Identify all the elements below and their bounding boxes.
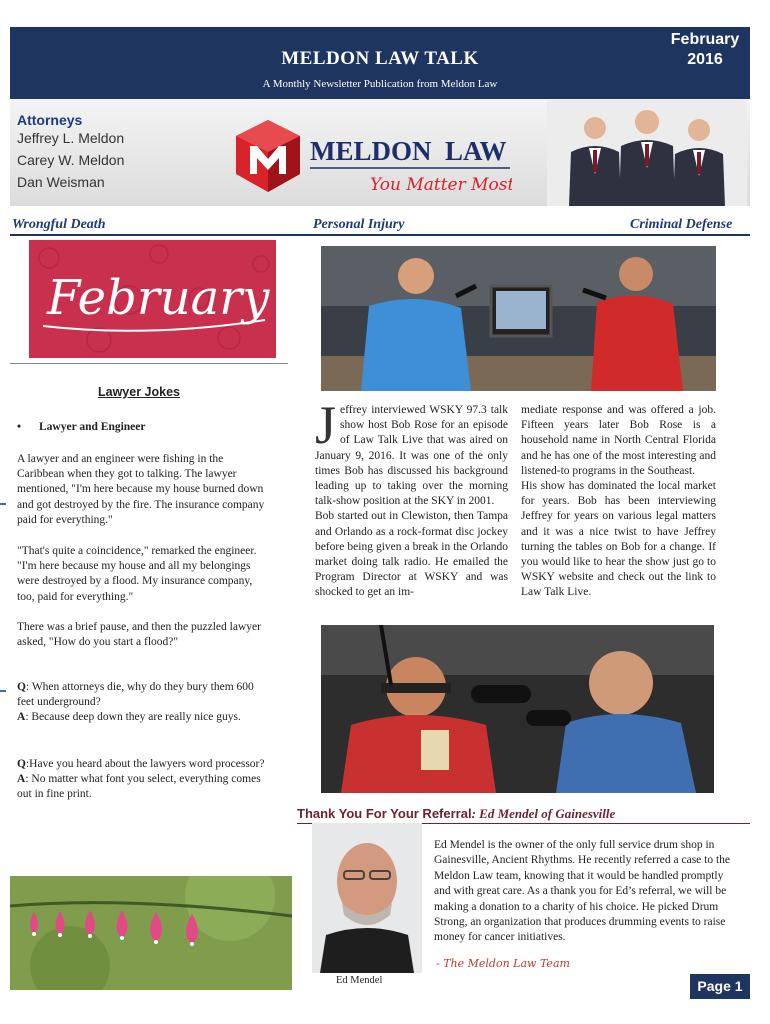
bullet-mark: • <box>17 421 22 433</box>
bleeding-heart-photo <box>10 876 292 990</box>
joke-question: : When attorneys die, why do they bury them 600 feet underground? <box>17 681 254 709</box>
margin-mark <box>0 503 6 505</box>
attorney-name: Carey W. Meldon <box>17 152 125 168</box>
joke-paragraph: There was a brief pause, and then the puzzled lawyer asked, "How do you start a flood?" <box>17 621 261 649</box>
logo-name-a: MELDON <box>310 136 432 166</box>
logo-name-b: LAW <box>445 136 507 166</box>
article-text: Bob started out in Clewiston, then Tampa and Orlando as a rock-format disc jockey before being given a break in the Orlando market doing talk radio. He emailed the Program Director at WSKY and was shocked to get an im- <box>315 510 508 599</box>
joke-answer: : No matter what font you select, everything comes out in fine print. <box>17 773 261 801</box>
newsletter-title: MELDON LAW TALK <box>281 48 479 69</box>
article-column-2 <box>521 403 716 601</box>
issue-month: February <box>670 31 740 48</box>
radio-studio-photo <box>321 246 716 391</box>
joke-bullet <box>17 421 146 433</box>
joke-paragraph: A lawyer and an engineer were fishing in the Caribbean when they got to talking. The lawyer mentioned, "I'm here because my house burned down and got destroyed by the fire. The insurance company paid for everything." <box>17 453 265 526</box>
meldon-law-logo <box>232 116 512 196</box>
margin-mark <box>0 690 6 692</box>
column-rule <box>10 363 288 364</box>
attorney-name: Dan Weisman <box>17 174 105 190</box>
a-label: A <box>17 711 26 724</box>
joke-bullet-label: Lawyer and Engineer <box>39 421 146 433</box>
joke-question: :Have you heard about the lawyers word processor? <box>25 758 265 770</box>
jokes-title: Lawyer Jokes <box>98 385 180 399</box>
referral-signature: - The Meldon Law Team <box>436 957 570 970</box>
logo-tagline: You Matter Most <box>370 175 512 195</box>
article-text: effrey interviewed WSKY 97.3 talk show host Bob Rose for an episode of Law Talk Live that was aired on January 9, 2016. It was one of the only times Bob has discussed his background leading up to taking over the morning talk-show position at the SKY in 2001. <box>315 404 508 508</box>
q-label: Q <box>17 681 26 693</box>
referral-heading <box>297 806 615 822</box>
referral-heading-title: Thank You For Your Referral <box>297 806 472 821</box>
page-number: Page 1 <box>690 974 750 999</box>
practice-area: Criminal Defense <box>630 217 733 232</box>
newsletter-subtitle: A Monthly Newsletter Publication from Meldon Law <box>262 78 498 90</box>
article-text: His show has dominated the local market for years. Bob has been interviewing Jeffrey for years on various legal matters and it was a nice twist to have Jeffrey turning the tables on Bob for a change. If you would like to hear the show just go to WSKY website and check out the link to Law Talk Live. <box>521 480 716 599</box>
practice-area: Wrongful Death <box>12 217 106 232</box>
article-dropcap: J <box>315 395 337 455</box>
article-text: mediate response and was offered a job. Fifteen years later Bob Rose is a household name in North Central Florida and he has one of the most interesting and listened-to programs in the Southeast. <box>521 404 716 477</box>
attorney-name: Jeffrey L. Meldon <box>17 130 125 146</box>
joke-qa-1 <box>17 680 267 726</box>
referral-body: Ed Mendel is the owner of the only full service drum shop in Gainesville, Ancient Rhythms. He recently referred a case to the Meldon Law team, knowing that it would be handled promptly and with great care. As a thank you for Ed’s referral, we will be making a donation to a charity of his choice. He picked Drum Strong, an organization that produces drumming events to raise money for cancer initiatives. <box>434 839 731 944</box>
attorneys-heading: Attorneys <box>17 112 83 128</box>
article-column-1 <box>315 395 508 601</box>
referral-heading-name: : Ed Mendel of Gainesville <box>471 806 616 821</box>
ed-mendel-photo <box>312 823 422 973</box>
radio-interview-photo <box>321 625 714 793</box>
february-banner <box>29 240 276 358</box>
logo-cube-icon <box>236 120 300 192</box>
joke-paragraph: "That's quite a coincidence," remarked the engineer. "I'm here because my house and all my belongings were destroyed by a flood. My insurance company, too, paid for everything." <box>17 545 257 603</box>
issue-year: 2016 <box>687 51 723 68</box>
photo-caption: Ed Mendel <box>336 975 383 986</box>
issue-date <box>660 30 750 70</box>
a-label: A <box>17 773 26 786</box>
joke-qa-2 <box>17 757 267 803</box>
q-label: Q <box>17 758 26 770</box>
joke-answer: : Because deep down they are really nice guys. <box>25 711 241 724</box>
banner-word: February <box>47 270 270 326</box>
attorneys-photo <box>547 100 747 206</box>
section-divider <box>10 234 750 236</box>
practice-area: Personal Injury <box>313 217 405 232</box>
